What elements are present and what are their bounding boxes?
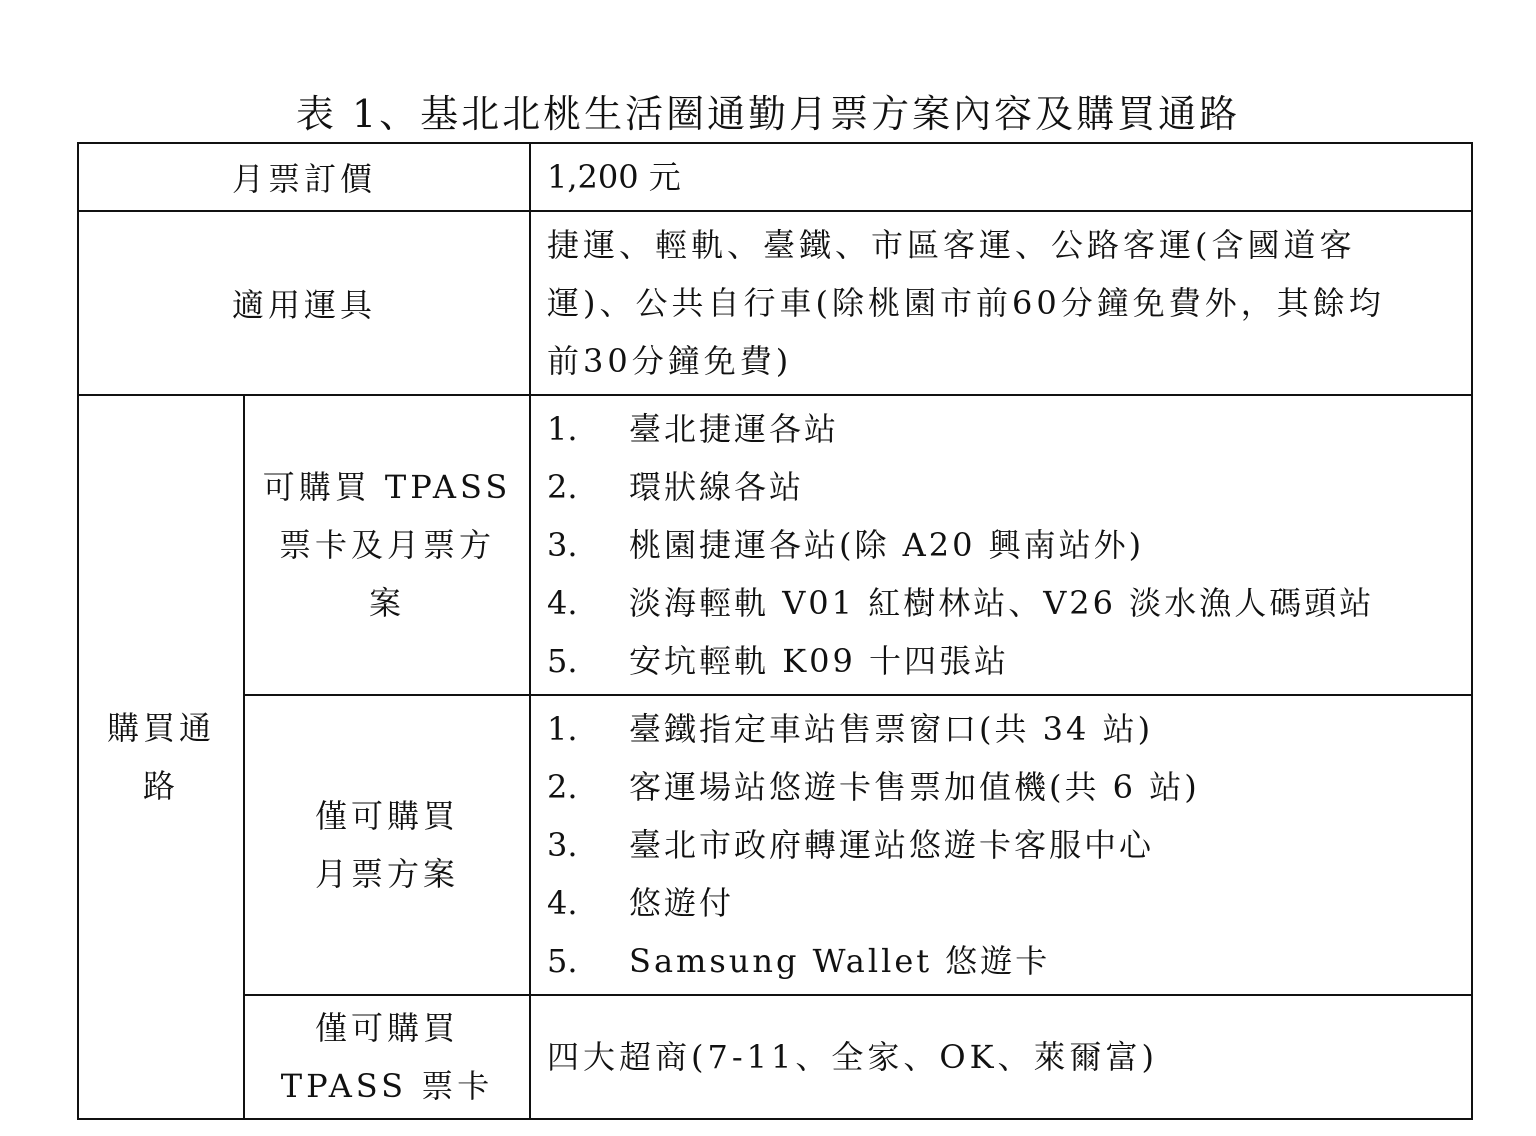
group-label-line: 月票方案 — [315, 855, 460, 893]
group-label-cell — [244, 695, 530, 995]
vehicles-line: 運)、公共自行車(除桃園市前60分鐘免費外，其餘均 — [547, 284, 1385, 322]
table-row-vehicles — [78, 211, 1472, 395]
table-row-tpass-and-monthly — [78, 395, 1472, 695]
group-label-line: TPASS 票卡 — [280, 1067, 494, 1105]
item-number: 4. — [547, 584, 578, 622]
group-label-cell — [244, 395, 530, 695]
channels-label-line: 路 — [142, 767, 179, 805]
item-text: 桃園捷運各站(除 A20 興南站外) — [629, 526, 1145, 564]
item-number: 3. — [547, 526, 578, 564]
list-item — [547, 516, 1457, 574]
list-item — [547, 816, 1457, 874]
channels-label-line: 購買通 — [106, 709, 215, 747]
list-item — [547, 932, 1457, 990]
list-item — [547, 700, 1457, 758]
item-text: 臺北市政府轉運站悠遊卡客服中心 — [629, 826, 1155, 864]
item-text: 客運場站悠遊卡售票加值機(共 6 站) — [629, 768, 1200, 806]
item-text: 悠遊付 — [629, 884, 735, 922]
table-row-card-only — [78, 995, 1472, 1119]
price-label-cell: 月票訂價 — [78, 143, 530, 211]
item-number: 3. — [547, 826, 578, 864]
group-label-line: 案 — [369, 584, 406, 622]
list-item — [547, 632, 1457, 690]
list-item — [547, 874, 1457, 932]
vehicles-line: 前30分鐘免費) — [547, 342, 793, 380]
list-item — [547, 400, 1457, 458]
group-label-line: 僅可購買 — [315, 797, 460, 835]
group-label-line: 可購買 TPASS — [262, 468, 512, 506]
item-number: 2. — [547, 768, 578, 806]
channel-list — [531, 696, 1471, 994]
price-value-cell: 1,200 元 — [530, 143, 1472, 211]
vehicles-value-cell — [530, 211, 1472, 395]
item-text: Samsung Wallet 悠遊卡 — [629, 942, 1051, 980]
list-item — [547, 758, 1457, 816]
vehicles-label-cell: 適用運具 — [78, 211, 530, 395]
item-number: 2. — [547, 468, 578, 506]
table-row-monthly-only — [78, 695, 1472, 995]
list-item — [547, 574, 1457, 632]
item-text: 安坑輕軌 K09 十四張站 — [629, 642, 1009, 680]
table-caption: 表 1、基北北桃生活圈通勤月票方案內容及購買通路 — [295, 92, 1241, 136]
group-label-line: 票卡及月票方 — [279, 526, 496, 564]
item-text: 淡海輕軌 V01 紅樹林站、V26 淡水漁人碼頭站 — [629, 584, 1375, 622]
item-number: 1. — [547, 410, 578, 448]
item-text: 臺鐵指定車站售票窗口(共 34 站) — [629, 710, 1154, 748]
channels-label-cell — [78, 395, 244, 1119]
table-row-price — [78, 143, 1472, 211]
item-number: 5. — [547, 942, 578, 980]
item-number: 4. — [547, 884, 578, 922]
group-label-cell — [244, 995, 530, 1119]
convenience-stores-cell: 四大超商(7-11、全家、OK、萊爾富) — [530, 995, 1472, 1119]
item-number: 5. — [547, 642, 578, 680]
group-items-cell — [530, 395, 1472, 695]
item-text: 環狀線各站 — [629, 468, 805, 506]
group-items-cell — [530, 695, 1472, 995]
list-item — [547, 458, 1457, 516]
vehicles-line: 捷運、輕軌、臺鐵、市區客運、公路客運(含國道客 — [547, 226, 1356, 264]
monthly-pass-table — [77, 142, 1473, 1120]
channel-list — [531, 396, 1471, 694]
item-number: 1. — [547, 710, 578, 748]
group-label-line: 僅可購買 — [315, 1009, 460, 1047]
item-text: 臺北捷運各站 — [629, 410, 840, 448]
